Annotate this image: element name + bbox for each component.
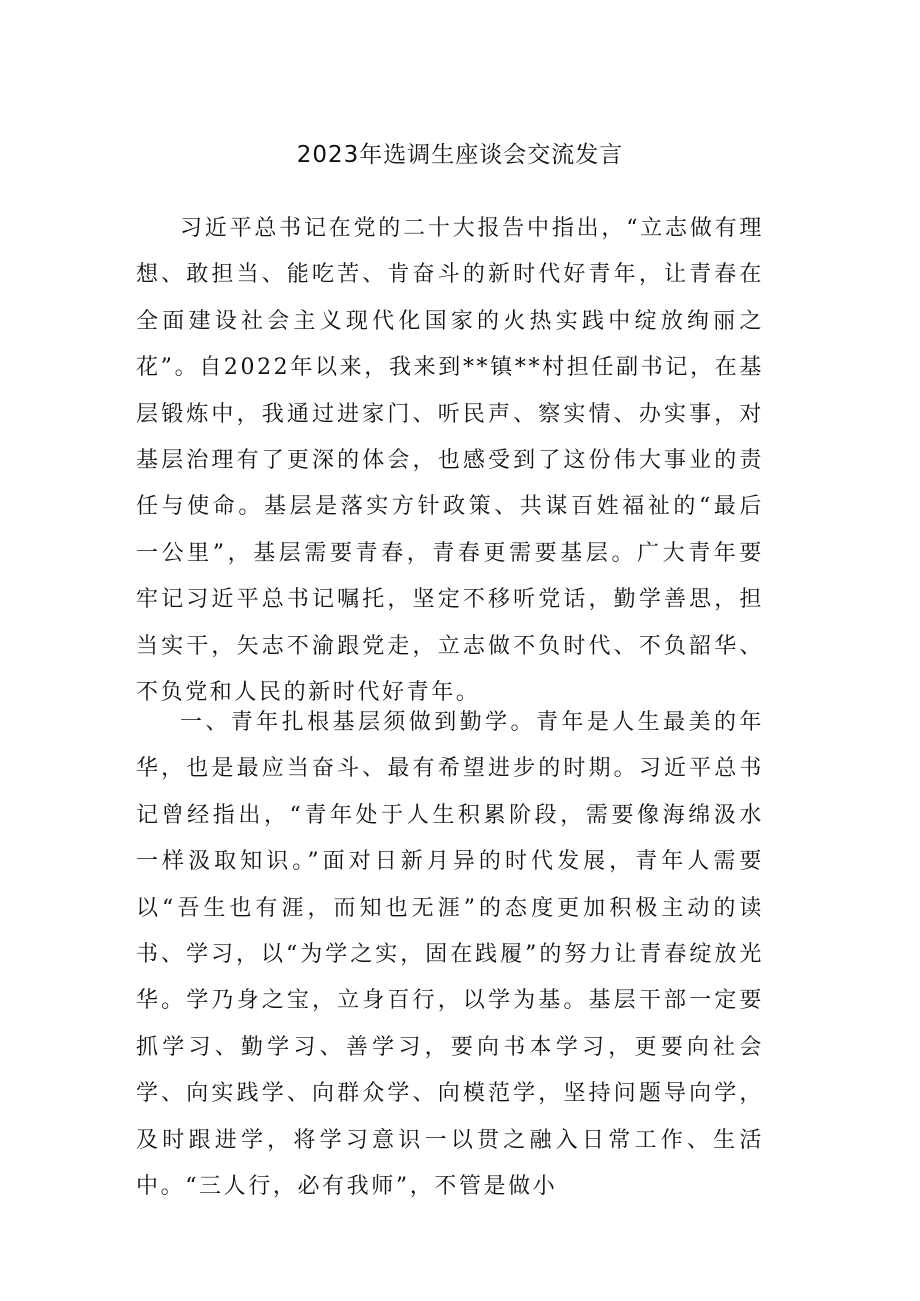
paragraph-section-1: 一、青年扎根基层须做到勤学。青年是人生最美的年华，也是最应当奋斗、最有希望进步的时期。习近平总书记曾经指出，“青年处于人生积累阶段，需要像海绵汲水一样汲取知识。”面对日新月异的时代发展，青年人需要以“吾生也有涯，而知也无涯”的态度更加积极主动的读书、学习，以“为学之实，固在践履”的努力让青春绽放光华。学乃身之宝，立身百行，以学为基。基层干部一定要抓学习、勤学习、善学习，要向书本学习，更要向社会学、向实践学、向群众学、向模范学，坚持问题导向学，及时跟进学，将学习意识一以贯之融入日常工作、生活中。“三人行，必有我师”，不管是做小	[136, 710, 764, 1200]
paragraph-intro: 习近平总书记在党的二十大报告中指出，“立志做有理想、敢担当、能吃苦、肯奋斗的新时代好青年，让青春在全面建设社会主义现代化国家的火热实践中绽放绚丽之花”。自2022年以来，我来到**镇**村担任副书记，在基层锻炼中，我通过进家门、听民声、察实情、办实事，对基层治理有了更深的体会，也感受到了这份伟大事业的责任与使命。基层是落实方针政策、共谋百姓福祉的“最后一公里”，基层需要青春，青春更需要基层。广大青年要牢记习近平总书记嘱托，坚定不移听党话，勤学善思，担当实干，矢志不渝跟党走，立志做不负时代、不负韶华、不负党和人民的新时代好青年。	[136, 216, 764, 706]
document-title: 2023年选调生座谈会交流发言	[296, 142, 624, 168]
